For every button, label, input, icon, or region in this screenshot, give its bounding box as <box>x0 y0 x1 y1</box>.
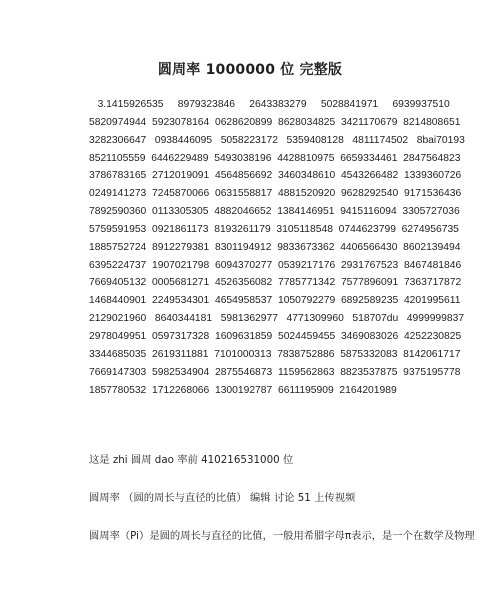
digit-line: 6395224737 1907021798 6094370277 0539217176 2931767523 8467481846 <box>89 259 462 271</box>
pi-digits-block <box>89 96 465 399</box>
digit-line: 7669147303 5982534904 2875546873 1159562863 8823537875 9375195778 <box>89 366 461 378</box>
digit-line: 0249141273 7245870066 0631558817 4881520920 9628292540 9171536436 <box>89 188 462 200</box>
digit-line: 3344685035 2619311881 7101000313 7838752886 5875332083 8142061717 <box>89 348 461 360</box>
digit-line: 7892590360 0113305305 4882046652 1384146951 9415116094 3305727036 <box>89 206 460 218</box>
digit-line: 1857780532 1712268066 1300192787 6611195909 2164201989 <box>89 384 397 396</box>
digit-line: 5759591953 0921861173 8193261179 3105118548 0744623799 6274956735 <box>89 223 459 235</box>
document-title: 圆周率 1000000 位 完整版 <box>157 62 343 78</box>
definition-paragraph: 圆周率（Pi）是圆的周长与直径的比值，一般用希腊字母π表示，是一个在数学及物理 <box>89 530 475 542</box>
digit-line: 5820974944 5923078164 0628620899 8628034825 3421170679 8214808651 <box>89 116 461 128</box>
digit-line: 7669405132 0005681271 4526356082 7785771342 7577896091 7363717872 <box>89 277 462 289</box>
digit-line: 8521105559 6446229489 5493038196 4428810975 6659334461 2847564823 <box>89 152 461 164</box>
digit-line: 3282306647 0938446095 5058223172 5359408128 4811174502 8bai70193 <box>89 134 465 146</box>
digit-line: 2978049951 0597317328 1609631859 5024459455 3469083026 4252230825 <box>89 330 462 342</box>
digit-line: 1468440901 2249534301 4654958537 1050792279 6892589235 4201995611 <box>89 295 461 307</box>
digit-line: 3.1415926535 8979323846 2643383279 5028841971 6939937510 <box>89 99 450 110</box>
entry-heading-line: 圆周率 （圆的周长与直径的比值） 编辑 讨论 51 上传视频 <box>89 492 356 504</box>
digit-line: 3786783165 2712019091 4564856692 3460348610 4543266482 1339360726 <box>89 170 462 182</box>
digit-line: 2129021960 8640344181 5981362977 4771309960 518707du 4999999837 <box>89 313 465 325</box>
digits-count-note: 这是 zhi 圆周 dao 率前 410216531000 位 <box>89 454 294 466</box>
digit-line: 1885752724 8912279381 8301194912 9833673362 4406566430 8602139494 <box>89 241 461 253</box>
